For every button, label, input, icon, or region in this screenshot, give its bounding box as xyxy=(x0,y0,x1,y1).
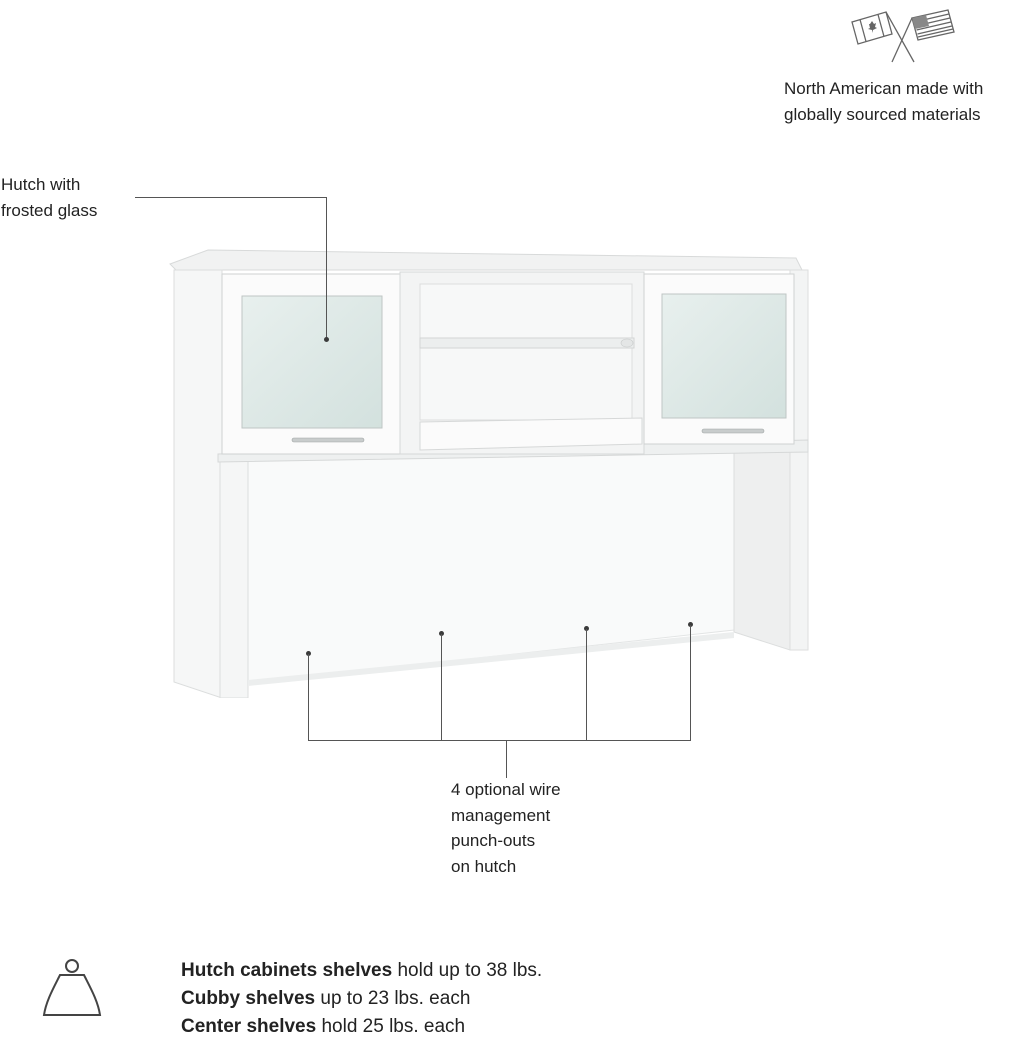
spec-center-shelves-rest: hold 25 lbs. each xyxy=(316,1016,466,1037)
spec-cubby-shelves-bold: Cubby shelves xyxy=(181,988,316,1009)
hutch-leader-dot xyxy=(324,337,329,342)
hutch-illustration xyxy=(168,246,810,698)
punch-out-leader-2 xyxy=(441,634,442,740)
weight-icon xyxy=(40,957,104,1021)
wire-callout-line-1: 4 optional wire xyxy=(451,780,561,799)
hutch-leader-vertical xyxy=(326,197,327,339)
spec-hutch-cabinets-rest: hold up to 38 lbs. xyxy=(392,960,543,981)
wire-callout xyxy=(451,777,561,879)
punch-out-stem xyxy=(506,740,507,778)
spec-center-shelves xyxy=(181,1013,542,1041)
hutch-callout-line-1: Hutch with xyxy=(1,175,81,194)
spec-cubby-shelves-rest: up to 23 lbs. each xyxy=(315,988,471,1009)
spec-hutch-cabinets-bold: Hutch cabinets shelves xyxy=(181,960,393,981)
wire-callout-line-2: management xyxy=(451,805,551,825)
hutch-leader-horizontal xyxy=(135,197,327,198)
hutch-callout-line-2: frosted glass xyxy=(1,200,98,220)
spec-cubby-shelves xyxy=(181,985,542,1013)
load-specs xyxy=(181,957,542,1041)
punch-out-leader-3 xyxy=(586,629,587,740)
punch-out-leader-4 xyxy=(690,625,691,740)
flags-icon xyxy=(848,4,960,64)
punch-out-bracket xyxy=(308,740,691,741)
spec-center-shelves-bold: Center shelves xyxy=(181,1016,317,1037)
punch-out-leader-1 xyxy=(308,654,309,740)
wire-callout-line-3: punch-outs xyxy=(451,831,536,850)
origin-line-2: globally sourced materials xyxy=(784,104,981,124)
spec-hutch-cabinets xyxy=(181,957,542,985)
wire-callout-line-4: on hutch xyxy=(451,856,517,876)
hutch-callout xyxy=(1,172,97,223)
origin-line-1: North American made with xyxy=(784,79,984,98)
origin-note xyxy=(784,76,983,127)
